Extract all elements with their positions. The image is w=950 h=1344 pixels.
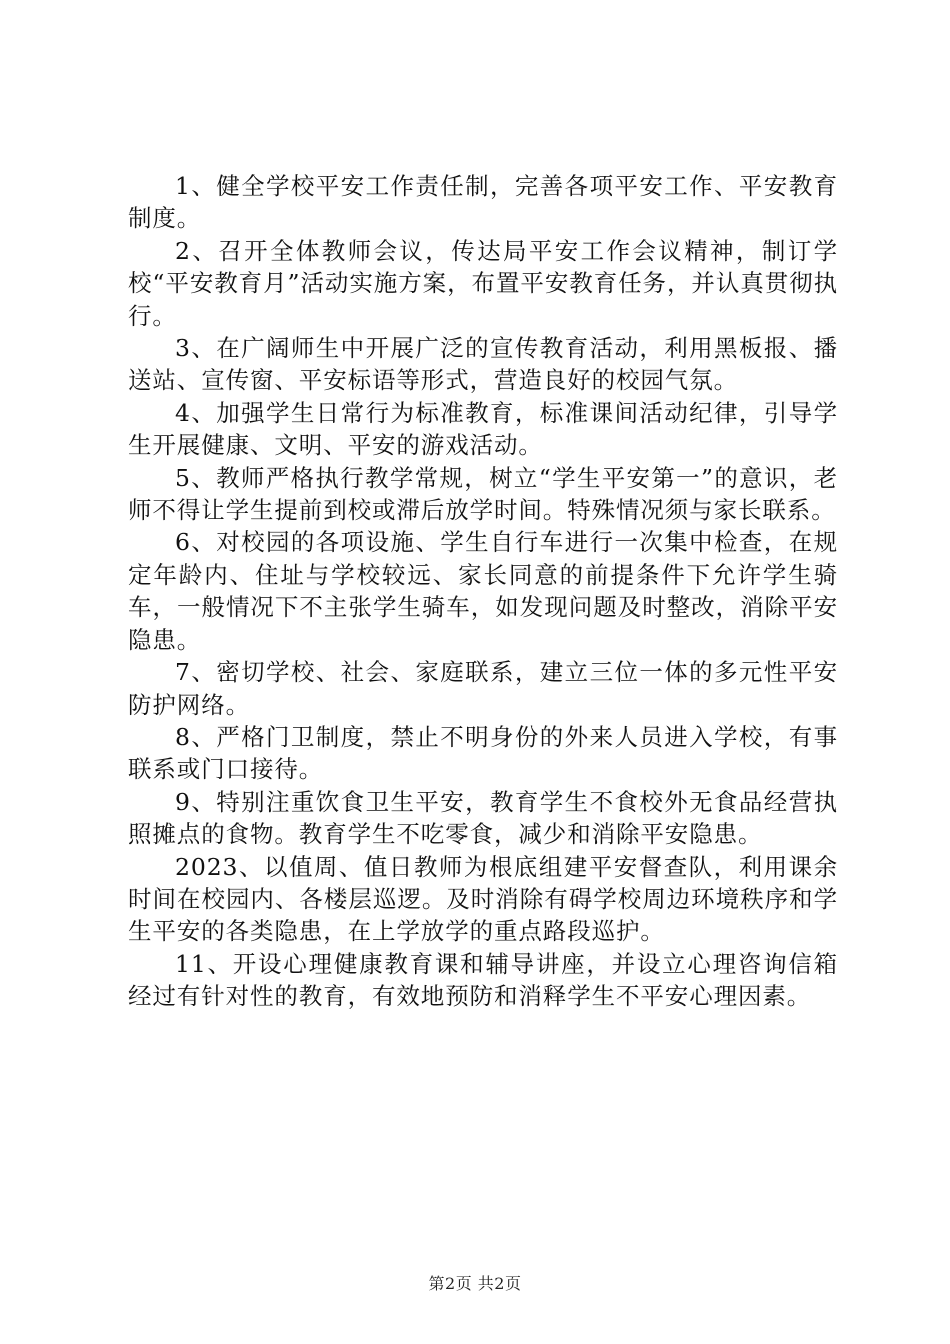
paragraph-item-2: 2、召开全体教师会议，传达局平安工作会议精神，制订学校“平安教育月”活动实施方案，布置平安教育任务，并认真贯彻执行。 — [128, 236, 838, 330]
paragraph-item-9: 9、特别注重饮食卫生平安，教育学生不食校外无食品经营执照摊点的食物。教育学生不吃零食，减少和消除平安隐患。 — [128, 787, 838, 849]
page-number-footer: 第2页 共2页 — [428, 1274, 522, 1293]
paragraph-item-11: 11、开设心理健康教育课和辅导讲座，并设立心理咨询信箱经过有针对性的教育，有效地预防和消释学生不平安心理因素。 — [128, 949, 838, 1011]
document-body — [128, 170, 871, 1013]
paragraph-item-8: 8、严格门卫制度，禁止不明身份的外来人员进入学校，有事 联系或门口接待。 — [128, 722, 871, 784]
paragraph-item-1: 1、健全学校平安工作责任制，完善各项平安工作、平安教育制度。 — [128, 172, 838, 233]
paragraph-item-6: 6、对校园的各项设施、学生自行车进行一次集中检查，在规定年龄内、住址与学校较远、家长同意的前提条件下允许学生骑车，一般情况下不主张学生骑车，如发现问题及时整改，消除平安隐患。 — [128, 528, 838, 654]
paragraph-item-10: 2023、以值周、值日教师为根底组建平安督查队，利用课余时间在校园内、各楼层巡逻。及时消除有碍学校周边环境秩序和学生平安的各类隐患，在上学放学的重点路段巡护。 — [128, 852, 838, 946]
paragraph-item-5: 5、教师严格执行教学常规，树立“学生平安第一”的意识，老师不得让学生提前到校或滞后放学时间。特殊情况须与家长联系。 — [128, 463, 838, 525]
paragraph-item-7: 7、密切学校、社会、家庭联系，建立三位一体的多元性平安防护网络。 — [128, 658, 838, 719]
paragraph-item-3: 3、在广阔师生中开展广泛的宣传教育活动，利用黑板报、播送站、宣传窗、平安标语等形式，营造良好的校园气氛。 — [128, 334, 838, 395]
paragraph-item-4: 4、加强学生日常行为标准教育，标准课间活动纪律，引导学生开展健康、文明、平安的游戏活动。 — [128, 398, 838, 460]
